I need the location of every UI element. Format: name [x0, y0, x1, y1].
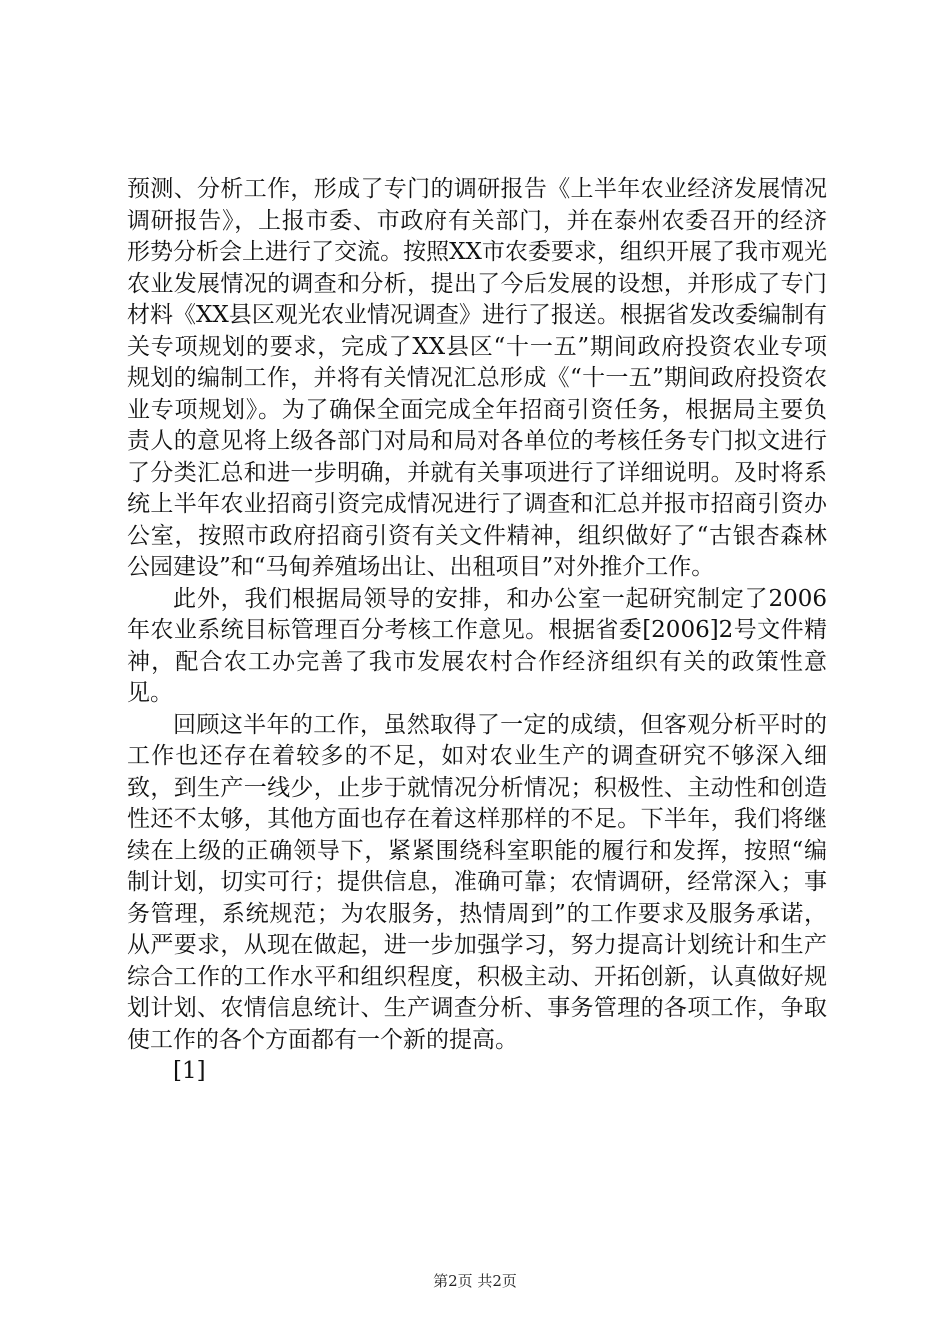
page-number: 第2页 共2页 — [433, 1272, 517, 1290]
paragraph-continued: 预测、分析工作，形成了专门的调研报告《上半年农业经济发展情况调研报告》，上报市委、市政府有关部门，并在泰州农委召开的经济形势分析会上进行了交流。按照XX市农委要求，组织开展了我市观光农业发展情况的调查和分析，提出了今后发展的设想，并形成了专门材料《XX县区观光农业情况调查》进行了报送。根据省发改委编制有关专项规划的要求，完成了XX县区“十一五”期间政府投资农业专项规划的编制工作，并将有关情况汇总形成《“十一五”期间政府投资农业专项规划》。为了确保全面完成全年招商引资任务，根据局主要负责人的意见将上级各部门对局和局对各单位的考核任务专门拟文进行了分类汇总和进一步明确，并就有关事项进行了详细说明。及时将系统上半年农业招商引资完成情况进行了调查和汇总并报市招商引资办公室，按照市政府招商引资有关文件精神，组织做好了“古银杏森林公园建设”和“马甸养殖场出让、出租项目”对外推介工作。 — [127, 176, 827, 580]
document-body — [127, 174, 827, 1088]
reference-marker: [1] — [173, 1058, 206, 1084]
page-footer — [0, 1270, 950, 1291]
paragraph-other-work: 此外，我们根据局领导的安排，和办公室一起研究制定了2006年农业系统目标管理百分考核工作意见。根据省委[2006]2号文件精神，配合农工办完善了我市发展农村合作经济组织有关的政策性意见。 — [127, 585, 827, 706]
paragraph-review: 回顾这半年的工作，虽然取得了一定的成绩，但客观分析平时的工作也还存在着较多的不足，如对农业生产的调查研究不够深入细致，到生产一线少，止步于就情况分析情况；积极性、主动性和创造性还不太够，其他方面也存在着这样那样的不足。下半年，我们将继续在上级的正确领导下，紧紧围绕科室职能的履行和发挥，按照“编制计划，切实可行；提供信息，准确可靠；农情调研，经常深入；事务管理，系统规范；为农服务，热情周到”的工作要求及服务承诺，从严要求，从现在做起，进一步加强学习，努力提高计划统计和生产综合工作的工作水平和组织程度，积极主动、开拓创新，认真做好规划计划、农情信息统计、生产调查分析、事务管理的各项工作，争取使工作的各个方面都有一个新的提高。 — [127, 711, 827, 1053]
